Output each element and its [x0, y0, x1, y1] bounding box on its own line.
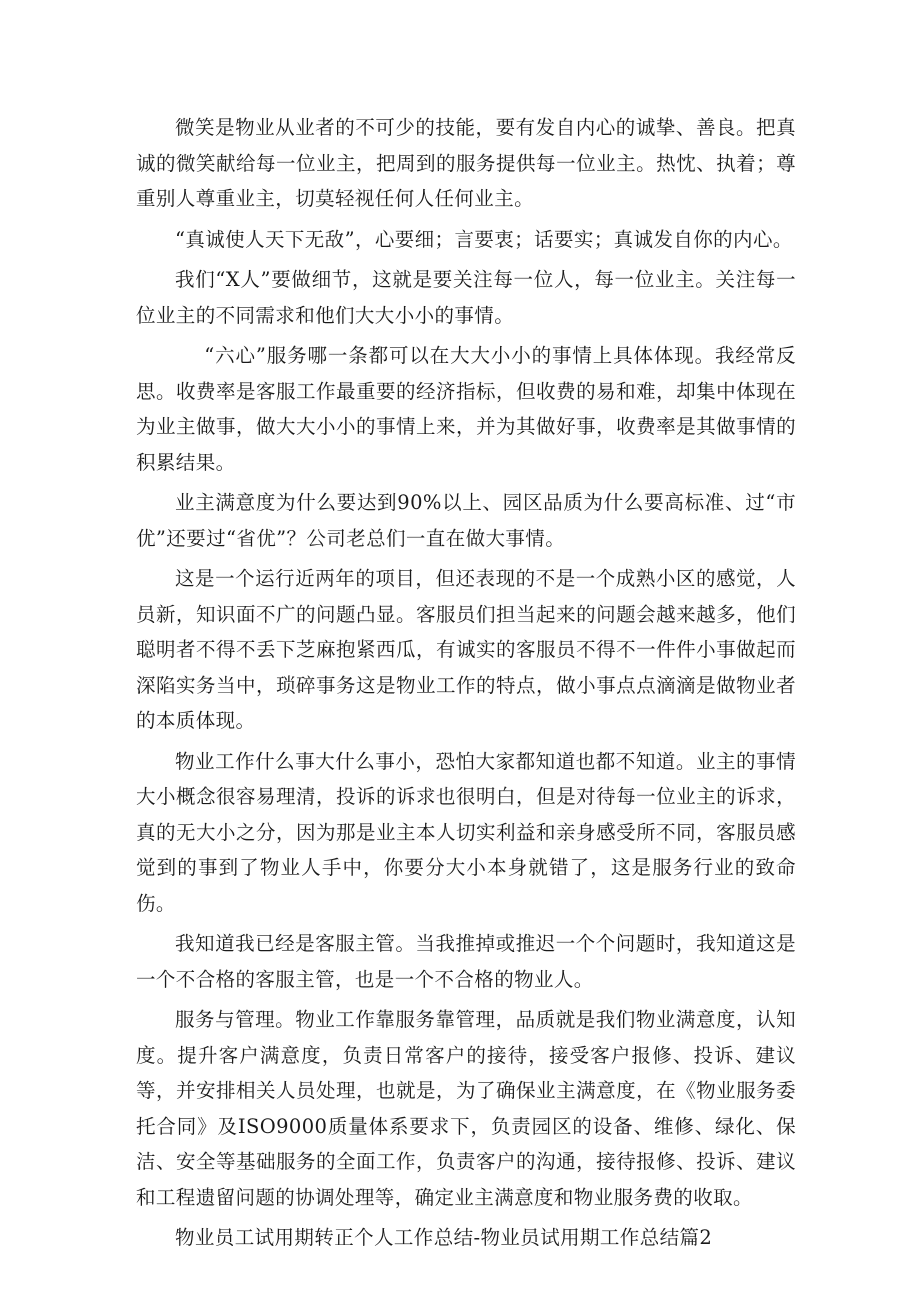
paragraph-big-small: 物业工作什么事大什么事小，恐怕大家都知道也都不知道。业主的事情大小概念很容易理清，投诉的诉求也很明白，但是对待每一位业主的诉求，真的无大小之分，因为那是业主本人切实利益和亲身感受所不同，客服员感觉到的事到了物业人手中，你要分大小本身就错了，这是服务行业的致命伤。 — [136, 749, 796, 915]
paragraph-details: 我们“X人”要做细节，这就是要关注每一位人，每一位业主。关注每一位业主的不同需求和他们大大小小的事情。 — [136, 268, 796, 327]
paragraph-smile: 微笑是物业从业者的不可少的技能，要有发自内心的诚挚、善良。把真诚的微笑献给每一位业主，把周到的服务提供每一位业主。热忱、执着；尊重别人尊重业主，切莫轻视任何人任何业主。 — [136, 116, 796, 210]
paragraph-sincerity: “真诚使人天下无敌”，心要细；言要衷；话要实；真诚发自你的内心。 — [175, 227, 793, 251]
document-page — [136, 110, 796, 1261]
paragraph-supervisor: 我知道我已经是客服主管。当我推掉或推迟一个个问题时，我知道这是一个不合格的客服主管，也是一个不合格的物业人。 — [136, 932, 796, 991]
section-title: 物业员工试用期转正个人工作总结-物业员试用期工作总结篇2 — [175, 1226, 713, 1249]
paragraph-service-management: 服务与管理。物业工作靠服务靠管理，品质就是我们物业满意度，认知度。提升客户满意度，负责日常客户的接待，接受客户报修、投诉、建议等，并安排相关人员处理，也就是，为了确保业主满意度，在《物业服务委托合同》及ISO9000质量体系要求下，负责园区的设备、维修、绿化、保洁、安全等基础服务的全面工作，负责客户的沟通，接待报修、投诉、建议和工程遗留问题的协调处理等，确定业主满意度和物业服务费的收取。 — [136, 1008, 796, 1209]
paragraph-project: 这是一个运行近两年的项目，但还表现的不是一个成熟小区的感觉，人员新，知识面不广的问题凸显。客服员们担当起来的问题会越来越多，他们聪明者不得不丢下芝麻抱紧西瓜，有诚实的客服员不得不一件件小事做起而深陷实务当中，琐碎事务这是物业工作的特点，做小事点点滴滴是做物业者的本质体现。 — [136, 567, 796, 732]
paragraph-satisfaction: 业主满意度为什么要达到90%以上、园区品质为什么要高标准、过“市优”还要过“省优”？公司老总们一直在做大事情。 — [136, 491, 796, 550]
paragraph-six-hearts: “六心”服务哪一条都可以在大大小小的事情上具体体现。我经常反思。收费率是客服工作最重要的经济指标，但收费的易和难，却集中体现在为业主做事，做大大小小的事情上来，并为其做好事，收费率是其做事情的积累结果。 — [136, 344, 796, 474]
